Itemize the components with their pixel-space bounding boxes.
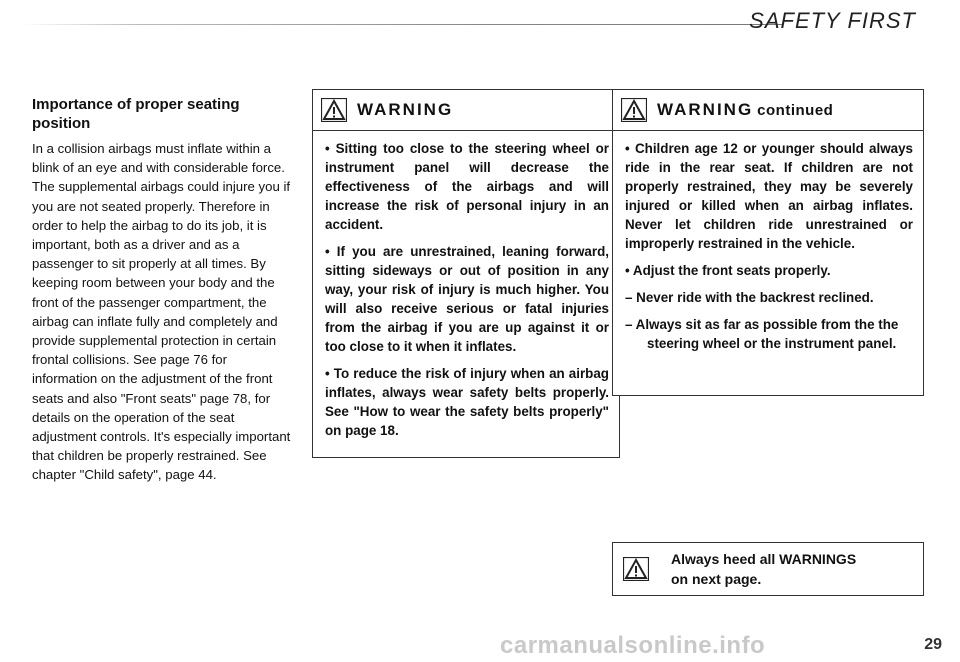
- warning-paragraph: • Sitting too close to the steering wheel or instrument panel will decrease the effectiveness of the airbags and will increase the risk of personal injury in an accident.: [325, 141, 609, 232]
- heed-line-1: Always heed all WARNINGS: [671, 551, 857, 567]
- heed-warnings-text: [671, 549, 856, 589]
- warning-header: [313, 90, 619, 131]
- heed-line-2: on next page.: [671, 571, 762, 587]
- left-column: [32, 95, 294, 485]
- warning-paragraph: • If you are unrestrained, leaning forward, sitting sideways or out of position in any way, your risk of injury is much higher. You will also receive serious or fatal injuries from the airbag if you are up against it or too close to it when it inflates.: [325, 244, 609, 354]
- warning-dash-item: – Never ride with the backrest reclined.: [625, 290, 874, 305]
- heed-warnings-box: [612, 542, 924, 596]
- warning-paragraph: • Children age 12 or younger should always ride in the rear seat. If children are not properly restrained, they may be severely injured or killed when an airbag inflates. Never let children ride unrestrained or improperly restrained in the vehicle.: [625, 141, 913, 251]
- warning-box-1: [312, 89, 620, 458]
- section-heading: Importance of proper seating position: [32, 96, 240, 132]
- warning-triangle-icon: [621, 98, 647, 122]
- warning-paragraph: • To reduce the risk of injury when an airbag inflates, always wear safety belts properly. See "How to wear the safety belts properly" on page 18.: [325, 366, 609, 438]
- warning-body: [613, 131, 923, 369]
- warning-title: WARNING: [357, 100, 454, 119]
- page-number: 29: [924, 636, 942, 653]
- warning-title-suffix: continued: [757, 102, 834, 119]
- warning-header: [613, 90, 923, 131]
- warning-paragraph: • Adjust the front seats properly.: [625, 263, 831, 278]
- warning-triangle-icon: [623, 557, 649, 581]
- warning-dash-item: – Always sit as far as possible from the the steering wheel or the instrument panel.: [625, 317, 899, 351]
- watermark: carmanualsonline.info: [500, 632, 766, 659]
- warning-title: [657, 100, 833, 120]
- warning-triangle-icon: [321, 98, 347, 122]
- warning-box-2: [612, 89, 924, 396]
- warning-body: [313, 131, 619, 456]
- section-title: SAFETY FIRST: [749, 8, 916, 33]
- warning-title-text: WARNING: [657, 100, 754, 119]
- body-paragraph: In a collision airbags must inflate within a blink of an eye and with considerable force. The supplemental airbags could injure you if you are not seated properly. Therefore in order to help the airbag to do its job, it is important, both as a driver and as a passenger to sit properly at all times. By keeping room between your body and the front of the passenger compartment, the airbag can inflate fully and completely and provide supplemental protection in certain frontal collisions. See page 76 for information on the adjustment of the front seats and also "Front seats" page 78, for details on the operation of the seat adjustment controls. It's especially important that children be properly restrained. See chapter "Child safety", page 44.: [32, 141, 291, 483]
- header-rule: [22, 24, 782, 25]
